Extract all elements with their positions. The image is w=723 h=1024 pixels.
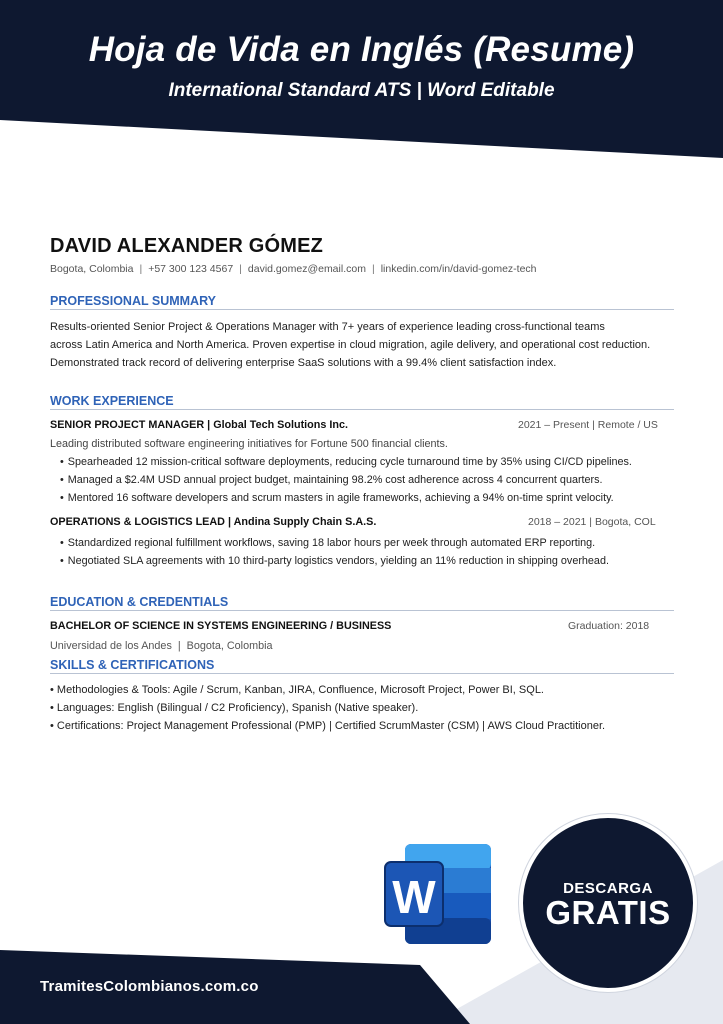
job-dates: 2021 – Present | Remote / US	[518, 419, 658, 431]
word-icon	[383, 838, 495, 950]
degree-title: BACHELOR OF SCIENCE IN SYSTEMS ENGINEERING / BUSINESS	[50, 620, 392, 632]
contact-phone: +57 300 123 4567	[148, 263, 234, 275]
badge-free-label: GRATIS	[545, 894, 671, 931]
summary-line: across Latin America and North America. Proven expertise in cloud migration, agile delivery, and operational cost reduction.	[50, 339, 651, 351]
school-name: Universidad de los Andes	[50, 640, 172, 652]
job-description: Leading distributed software engineering initiatives for Fortune 500 financial clients.	[50, 438, 448, 450]
summary-line: Results-oriented Senior Project & Operations Manager with 7+ years of experience leading cross-functional teams	[50, 321, 605, 333]
separator: |	[371, 263, 375, 275]
header-banner-shape	[0, 0, 723, 158]
word-icon-letter: W	[392, 871, 436, 923]
education-institution	[50, 640, 674, 652]
summary-heading: PROFESSIONAL SUMMARY	[50, 294, 674, 310]
job-bullets	[50, 534, 674, 570]
contact-email: david.gomez@email.com	[247, 263, 366, 275]
job-entry	[50, 516, 674, 570]
page-subtitle: International Standard ATS | Word Editable	[168, 80, 555, 101]
candidate-name: DAVID ALEXANDER GÓMEZ	[50, 235, 324, 257]
separator: |	[177, 640, 181, 652]
job-header	[50, 419, 674, 435]
job-bullets	[50, 453, 674, 507]
page-title: Hoja de Vida en Inglés (Resume)	[88, 30, 635, 69]
separator: |	[239, 263, 242, 275]
resume-document	[50, 235, 674, 735]
school-location: Bogota, Colombia	[186, 640, 273, 652]
education-heading: EDUCATION & CREDENTIALS	[50, 595, 674, 611]
job-title: OPERATIONS & LOGISTICS LEAD | Andina Supply Chain S.A.S.	[50, 516, 377, 528]
graduation-date: Graduation: 2018	[568, 620, 650, 632]
download-badge[interactable]	[519, 814, 697, 992]
job-entry	[50, 419, 674, 507]
badge-download-label: DESCARGA	[563, 880, 653, 897]
summary-line: Demonstrated track record of delivering enterprise SaaS solutions with a 99.4% client satisfaction index.	[50, 357, 557, 369]
job-dates: 2018 – 2021 | Bogota, COL	[528, 516, 656, 528]
separator: |	[139, 263, 143, 275]
bullet-item: • Standardized regional fulfillment workflows, saving 18 labor hours per week through automated ERP reporting.	[60, 534, 674, 552]
skill-item: • Certifications: Project Management Professional (PMP) | Certified ScrumMaster (CSM) | AWS Cloud Practitioner.	[50, 720, 606, 732]
skill-item: • Languages: English (Bilingual / C2 Proficiency), Spanish (Native speaker).	[50, 702, 419, 714]
skills-list	[50, 681, 674, 735]
summary-text	[50, 318, 674, 372]
bullet-item: • Spearheaded 12 mission-critical software deployments, reducing cycle turnaround time by 35% using CI/CD pipelines.	[60, 453, 674, 471]
education-header	[50, 620, 674, 636]
website-link[interactable]: TramitesColombianos.com.co	[40, 978, 259, 995]
skills-heading: SKILLS & CERTIFICATIONS	[50, 658, 674, 674]
contact-city: Bogota, Colombia	[50, 263, 134, 275]
skill-item: • Methodologies & Tools: Agile / Scrum, Kanban, JIRA, Confluence, Microsoft Project, Power BI, SQL.	[50, 684, 544, 696]
contact-line	[50, 263, 674, 275]
contact-linkedin: linkedin.com/in/david-gomez-tech	[380, 263, 537, 275]
experience-heading: WORK EXPERIENCE	[50, 394, 674, 410]
bullet-item: • Managed a $2.4M USD annual project budget, maintaining 98.2% cost adherence across 4 concurrent quarters.	[60, 471, 674, 489]
bullet-item: • Mentored 16 software developers and scrum masters in agile frameworks, achieving a 94% on-time sprint velocity.	[60, 489, 674, 507]
job-header	[50, 516, 674, 532]
job-title: SENIOR PROJECT MANAGER | Global Tech Solutions Inc.	[50, 419, 348, 431]
bullet-item: • Negotiated SLA agreements with 10 third-party logistics vendors, yielding an 11% reduction in shipping overhead.	[60, 552, 674, 570]
